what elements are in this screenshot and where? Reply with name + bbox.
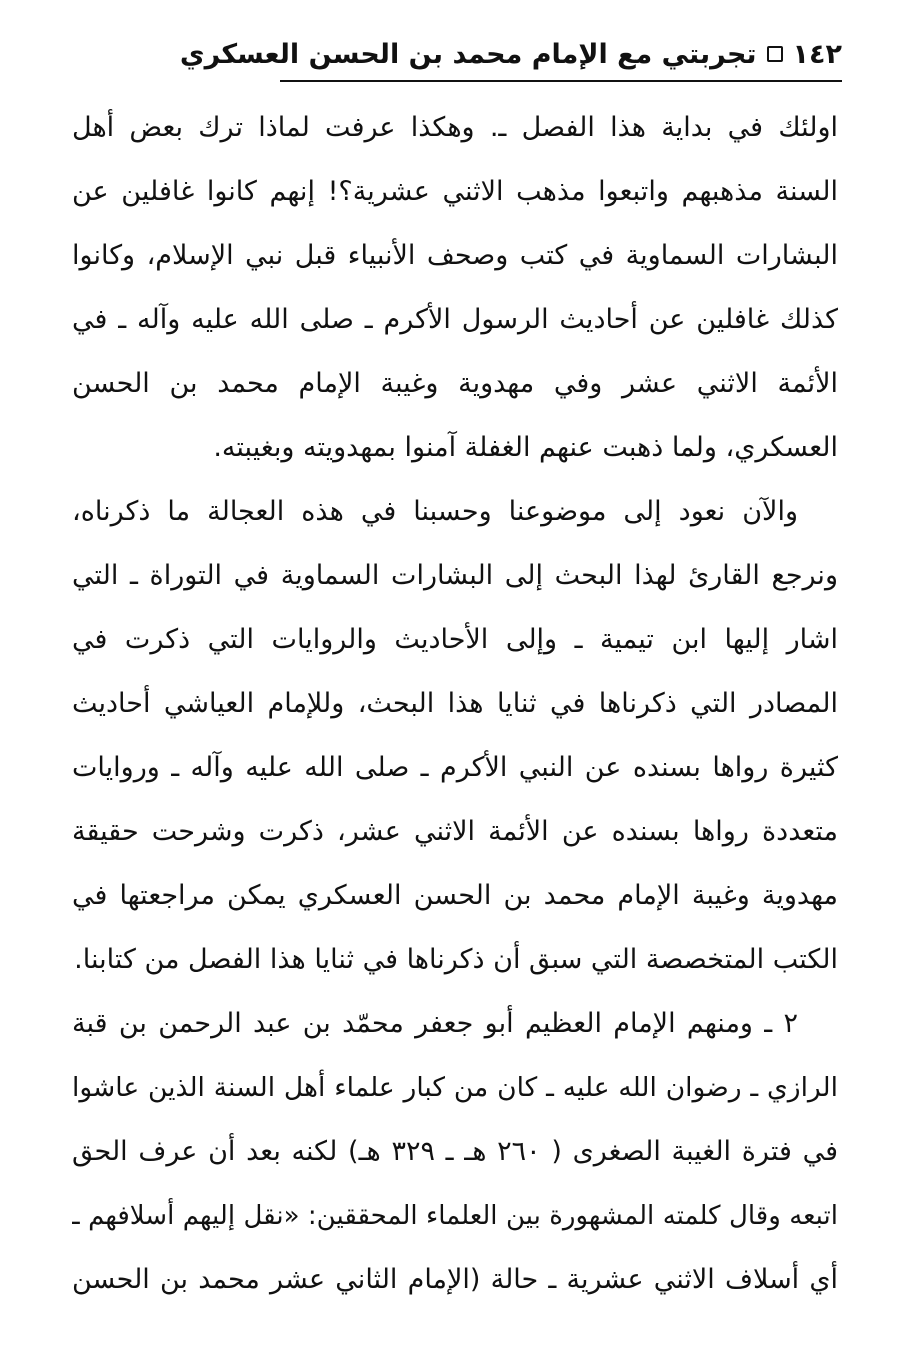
text-line: اولئك في بداية هذا الفصل ـ. وهكذا عرفت لماذا ترك بعض أهل — [72, 112, 838, 143]
header-rule — [280, 80, 842, 82]
text-line: البشارات السماوية في كتب وصحف الأنبياء قبل نبي الإسلام، وكانوا — [72, 240, 838, 271]
text-line: السنة مذهبهم واتبعوا مذهب الاثني عشرية؟! إنهم كانوا غافلين عن — [72, 176, 838, 207]
text-line: كذلك غافلين عن أحاديث الرسول الأكرم ـ صلى الله عليه وآله ـ في — [72, 304, 838, 335]
page-header — [72, 32, 842, 76]
text-line: العسكري، ولما ذهبت عنهم الغفلة آمنوا بمهدويته وبغيبته. — [213, 432, 838, 463]
body-text — [72, 96, 838, 1312]
text-line: ونرجع القارئ لهذا البحث إلى البشارات السماوية في التوراة ـ التي — [72, 560, 838, 591]
text-line: كثيرة رواها بسنده عن النبي الأكرم ـ صلى الله عليه وآله ـ وروايات — [72, 752, 838, 783]
text-line: والآن نعود إلى موضوعنا وحسبنا في هذه العجالة ما ذكرناه، — [72, 496, 798, 527]
paragraph-1 — [72, 96, 838, 480]
text-line: في فترة الغيبة الصغرى ( ٢٦٠ هـ ـ ٣٢٩ هـ) لكنه بعد أن عرف الحق — [72, 1136, 838, 1167]
text-line: الرازي ـ رضوان الله عليه ـ كان من كبار علماء أهل السنة الذين عاشوا — [72, 1072, 838, 1103]
text-line: اشار إليها ابن تيمية ـ وإلى الأحاديث والروايات التي ذكرت في — [72, 624, 838, 655]
text-line: مهدوية وغيبة الإمام محمد بن الحسن العسكري يمكن مراجعتها في — [72, 880, 838, 911]
page-number: ١٤٢ — [792, 38, 842, 70]
text-line: اتبعه وقال كلمته المشهورة بين العلماء المحققين: «نقل إليهم أسلافهم ـ — [72, 1201, 838, 1231]
text-line: الكتب المتخصصة التي سبق أن ذكرناها في ثنايا هذا الفصل من كتابنا. — [74, 944, 838, 975]
text-line: المصادر التي ذكرناها في ثنايا هذا البحث، وللإمام العياشي أحاديث — [72, 688, 838, 719]
text-line: ٢ ـ ومنهم الإمام العظيم أبو جعفر محمّد بن عبد الرحمن بن قبة — [72, 1008, 798, 1039]
square-box-icon — [767, 46, 783, 62]
text-line: متعددة رواها بسنده عن الأئمة الاثني عشر، ذكرت وشرحت حقيقة — [72, 816, 838, 847]
paragraph-3 — [72, 992, 838, 1312]
text-line: الأئمة الاثني عشر وفي مهدوية وغيبة الإمام محمد بن الحسن — [72, 368, 838, 399]
paragraph-2 — [72, 480, 838, 992]
text-line: أي أسلاف الاثني عشرية ـ حالة (الإمام الثاني عشر محمد بن الحسن — [72, 1264, 838, 1295]
running-title: تجربتي مع الإمام محمد بن الحسن العسكري — [179, 38, 757, 70]
